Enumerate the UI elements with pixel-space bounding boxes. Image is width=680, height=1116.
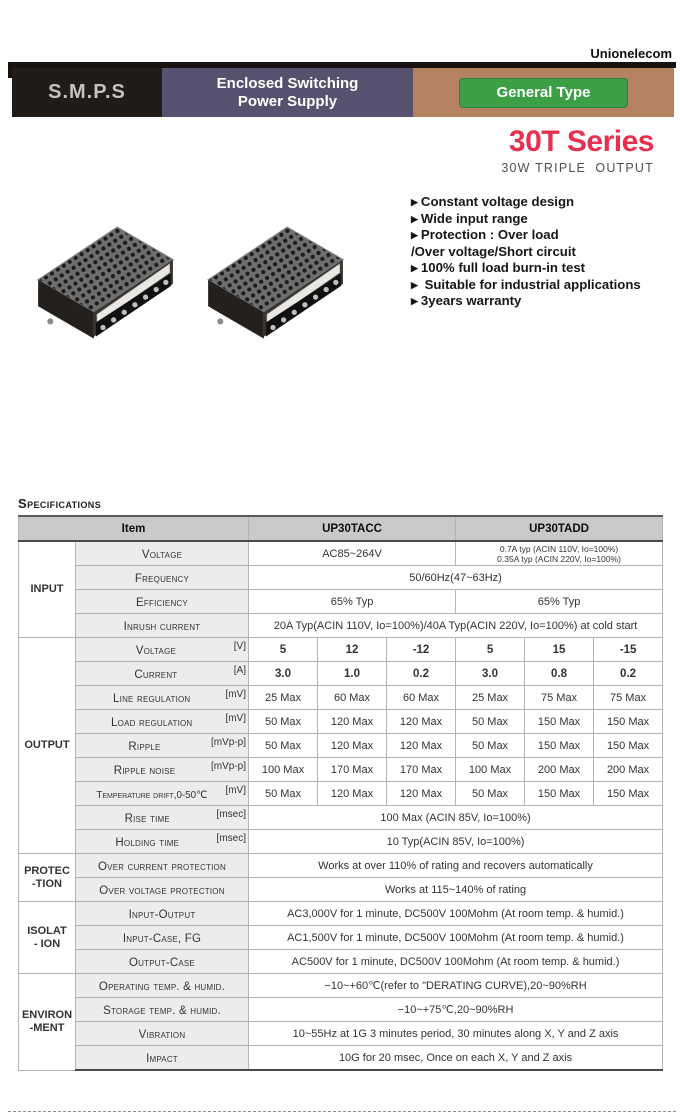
spec-value-cell: 75 Max [594,686,663,710]
spec-value-cell: 150 Max [594,782,663,806]
series-subtitle: 30W TRIPLE OUTPUT [501,161,654,175]
item-name-cell [76,974,249,998]
spec-value-cell: 0.2 [594,662,663,686]
spec-value-cell: 60 Max [387,686,456,710]
item-unit: [msec] [216,832,246,844]
feature-item [411,293,677,310]
spec-value-cell: 10~55Hz at 1G 3 minutes period, 30 minutes along X, Y and Z axis [249,1022,663,1046]
table-row [19,974,663,998]
section-label [19,638,76,854]
spec-value-cell: 25 Max [249,686,318,710]
item-unit: [V] [233,640,246,652]
feature-item [411,194,677,211]
bullet-icon: ▶ [411,197,418,207]
item-unit: [msec] [216,808,246,820]
table-row [19,662,663,686]
item-label: Output-Case [129,956,195,969]
feature-item [411,260,677,277]
spec-value-cell: Works at over 110% of rating and recovers automatically [249,854,663,878]
spec-value-cell: 200 Max [525,758,594,782]
item-label: Input-Case, FG [122,932,202,945]
spec-value-cell: 100 Max (ACIN 85V, Io=100%) [249,806,663,830]
item-label: Voltage [135,644,177,657]
item-unit: [mVp-p] [210,736,246,748]
spec-value-cell: 150 Max [594,710,663,734]
section-label-line: OUTPUT [24,739,70,752]
section-label-line: -MENT [29,1021,65,1034]
table-row [19,686,663,710]
spec-value-cell: -15 [594,638,663,662]
general-type-label: General Type [496,84,591,101]
feature-text: /Over voltage/Short circuit [411,243,576,259]
item-label: Frequency [134,572,190,585]
smps-label: S.M.P.S [48,81,126,103]
item-label: Ripple noise [113,764,176,777]
feature-list [411,194,677,310]
psu-photo-right [198,216,350,362]
feature-item [411,211,677,228]
spec-value-cell: -12 [387,638,456,662]
item-label: Input-Output [128,908,196,921]
feature-text: Protection : Over load [420,227,559,242]
spec-value-line: 0.35A typ (ACIN 220V, Io=100%) [497,553,621,564]
spec-value-cell: 10G for 20 msec, Once on each X, Y and Z axis [249,1046,663,1071]
spec-value-cell: 120 Max [387,710,456,734]
item-label: Impact [146,1052,178,1065]
table-row [19,1022,663,1046]
item-unit: [mVp-p] [210,760,246,772]
item-name-cell [76,950,249,974]
item-label: Line regulation [113,692,191,705]
spec-value-cell: 120 Max [387,782,456,806]
item-name-cell [76,854,249,878]
table-row [19,541,663,566]
item-name-cell [76,926,249,950]
spec-value-cell: 12 [318,638,387,662]
spec-value-cell: 50 Max [249,710,318,734]
feature-text: 100% full load burn-in test [420,260,586,275]
spec-value-cell [456,541,663,566]
table-row [19,902,663,926]
section-label-line: -TION [32,877,62,890]
spec-value-cell: AC1,500V for 1 minute, DC500V 100Mohm (At room temp. & humid.) [249,926,663,950]
product-type-line2: Power Supply [237,92,338,110]
item-name-cell [76,806,249,830]
spec-value-cell: 5 [456,638,525,662]
section-label-line: INPUT [30,583,64,596]
spec-value-cell: 100 Max [456,758,525,782]
specifications-table [18,515,663,1071]
spec-value-cell: Works at 115~140% of rating [249,878,663,902]
item-label: Operating temp. & humid. [98,980,226,993]
specifications-heading: Specifications [18,496,102,511]
table-body [19,541,663,1070]
item-name-cell [76,830,249,854]
page-bottom-divider [8,1111,676,1112]
psu-photo-left [28,216,180,362]
feature-item [411,277,677,294]
item-name-cell [76,614,249,638]
spec-value-cell: 15 [525,638,594,662]
table-header [19,516,663,541]
series-title: 30T Series [508,125,654,158]
item-name-cell [76,758,249,782]
spec-value-cell: 120 Max [318,710,387,734]
spec-value-cell: 50 Max [249,734,318,758]
item-name-cell [76,590,249,614]
spec-value-cell: 120 Max [318,782,387,806]
item-label: Temperature drift,0-50℃ [96,789,208,801]
spec-value-cell: 50 Max [249,782,318,806]
category-band [413,68,674,117]
spec-value-cell: 10 Typ(ACIN 85V, Io=100%) [249,830,663,854]
table-header-row [19,516,663,541]
item-name-cell [76,878,249,902]
item-label: Storage temp. & humid. [103,1004,221,1017]
spec-value-cell: 150 Max [525,782,594,806]
table-row [19,710,663,734]
item-label: Load regulation [111,716,193,729]
product-type-box [162,68,413,117]
column-header: UP30TACC [249,516,456,541]
spec-value-cell: 150 Max [525,734,594,758]
item-label: Voltage [141,548,183,561]
item-name-cell [76,1022,249,1046]
spec-value-cell: 50 Max [456,734,525,758]
spec-value-cell: 170 Max [318,758,387,782]
table-row [19,590,663,614]
feature-item [411,244,677,261]
item-name-cell [76,1046,249,1071]
table-row [19,1046,663,1071]
item-name-cell [76,710,249,734]
item-label: Over voltage protection [99,884,225,897]
section-label-line: ENVIRON [21,1009,73,1022]
spec-value-cell: −10~+75℃,20~90%RH [249,998,663,1022]
table-row [19,830,663,854]
spec-value-cell: 120 Max [318,734,387,758]
table-row [19,926,663,950]
spec-value-cell: 50/60Hz(47~63Hz) [249,566,663,590]
table-row [19,566,663,590]
spec-value-cell: AC85~264V [249,541,456,566]
spec-value-cell: 100 Max [249,758,318,782]
spec-value-cell: 170 Max [387,758,456,782]
spec-value-cell: 200 Max [594,758,663,782]
section-label [19,902,76,974]
general-type-badge [459,78,628,108]
item-label: Holding time [115,836,180,849]
bullet-icon: ▶ [411,230,418,240]
item-name-cell [76,566,249,590]
item-name-cell [76,541,249,566]
spec-value-cell: 5 [249,638,318,662]
spec-value-cell: 65% Typ [456,590,663,614]
column-header: Item [19,516,249,541]
section-label [19,974,76,1071]
table-row [19,782,663,806]
spec-value-cell: 3.0 [456,662,525,686]
table-row [19,878,663,902]
spec-value-line: 0.7A typ (ACIN 110V, Io=100%) [499,543,619,554]
bullet-icon: ▶ [411,213,418,224]
table-row [19,734,663,758]
item-label: Over current protection [98,860,226,873]
item-name-cell [76,638,249,662]
spec-value-cell: AC3,000V for 1 minute, DC500V 100Mohm (At room temp. & humid.) [249,902,663,926]
item-unit: [A] [233,664,246,676]
item-unit: [mV] [225,688,246,700]
spec-value-cell: 60 Max [318,686,387,710]
product-type-line1: Enclosed Switching [216,74,359,92]
item-label: Current [134,668,178,681]
spec-value-cell: 120 Max [387,734,456,758]
table-row [19,614,663,638]
section-label-line: - ION [33,937,61,950]
bullet-icon: ▶ [411,296,418,306]
item-label: Vibration [138,1028,186,1041]
item-name-cell [76,782,249,806]
spec-value-cell: 150 Max [525,710,594,734]
spec-value-cell: 75 Max [525,686,594,710]
table-row [19,998,663,1022]
bullet-icon: ▶ [411,263,418,273]
table-row [19,854,663,878]
brand-logo: Unionelecom [590,46,672,61]
spec-value-cell: 1.0 [318,662,387,686]
table-row [19,950,663,974]
feature-text: Constant voltage design [420,194,575,209]
spec-value-cell: 0.2 [387,662,456,686]
item-label: Rise time [124,812,170,825]
feature-text: Suitable for industrial applications [420,276,641,292]
feature-text: Wide input range [420,210,528,226]
spec-value-cell: 50 Max [456,782,525,806]
item-label: Ripple [128,740,161,753]
spec-value-cell: 25 Max [456,686,525,710]
spec-value-cell: 50 Max [456,710,525,734]
section-label [19,854,76,902]
item-unit: [mV] [225,784,246,796]
spec-value-cell: 0.8 [525,662,594,686]
section-label [19,541,76,638]
smps-box [12,68,162,117]
item-unit: [mV] [225,712,246,724]
table-row [19,638,663,662]
item-label: Inrush current [123,620,201,633]
bullet-icon: ▶ [411,279,418,290]
item-label: Efficiency [136,596,188,609]
spec-value-cell: 65% Typ [249,590,456,614]
feature-item [411,227,677,244]
column-header: UP30TADD [456,516,663,541]
spec-value-cell: −10~+60℃(refer to "DERATING CURVE),20~90%RH [249,974,663,998]
table-row [19,806,663,830]
section-label-line: PROTEC [24,864,70,877]
item-name-cell [76,734,249,758]
section-label-line: ISOLAT [27,924,67,937]
spec-value-cell: 150 Max [594,734,663,758]
item-name-cell [76,662,249,686]
item-name-cell [76,902,249,926]
item-name-cell [76,998,249,1022]
spec-value-cell: AC500V for 1 minute, DC500V 100Mohm (At room temp. & humid.) [249,950,663,974]
feature-text: 3years warranty [420,293,522,308]
spec-value-cell: 20A Typ(ACIN 110V, Io=100%)/40A Typ(ACIN 220V, Io=100%) at cold start [249,614,663,638]
table-row [19,758,663,782]
spec-value-cell: 3.0 [249,662,318,686]
item-name-cell [76,686,249,710]
